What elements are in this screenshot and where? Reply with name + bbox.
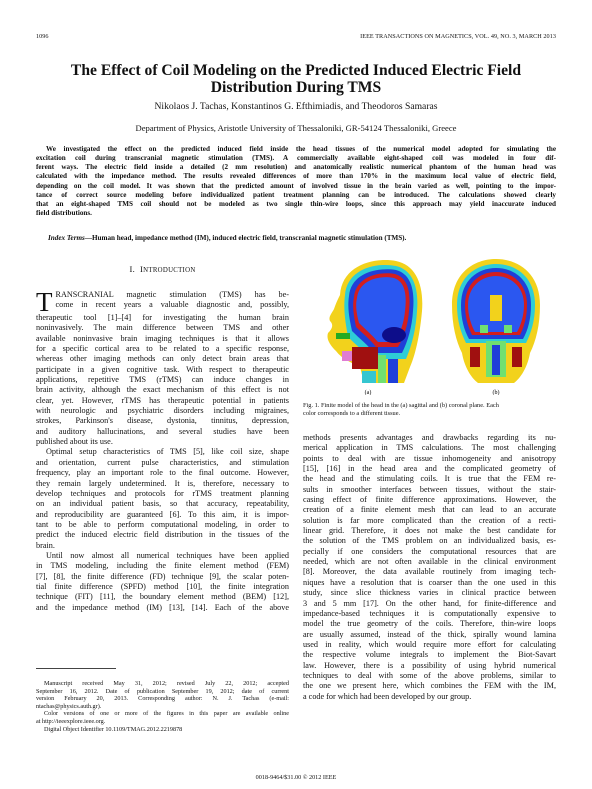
- paper-title: [40, 62, 552, 96]
- left-column: [36, 287, 289, 613]
- body-line: Until now almost all numerical techniques have been applied: [46, 550, 289, 560]
- footnote-line: September 16, 2012. Date of publication September 19, 2012; date of current: [36, 687, 289, 695]
- index-terms: [48, 234, 558, 242]
- body-line: points to deal with are tissue inhomogeneity and anisotropy: [303, 453, 556, 463]
- body-line: techniques to deal with some of the above problems, similar to: [303, 670, 556, 680]
- journal-header: IEEE TRANSACTIONS ON MAGNETICS, VOL. 49, NO. 3, MARCH 2013: [360, 33, 556, 40]
- body-line: come in recent years a valuable diagnostic and, possibly,: [55, 300, 289, 310]
- dropcap: T: [36, 287, 53, 317]
- footnote-line: version February 20, 2013. Corresponding author: N. J. Tachas (e-mail:: [36, 695, 289, 703]
- abstract-line: calculated with the impedance method. The results revealed differences of more than 170% in the maximum local value of electric field,: [36, 172, 556, 181]
- body-line: are usually assumed, instead of the thick, spirally wound lamina: [303, 629, 556, 639]
- section-heading: [36, 264, 289, 274]
- section-numeral: I.: [129, 264, 136, 274]
- body-line: for a specific cortical area to be related to a specific response,: [36, 344, 289, 354]
- body-line: brain.: [36, 540, 55, 550]
- body-line: [7], [8], the finite difference (FD) technique [9], the scalar poten-: [36, 571, 289, 581]
- body-line: and orientation, current pulse characteristics, and stimulation: [36, 457, 289, 467]
- abstract-line: that an eight-shaped TMS coil should not be modeled as two single thin-wire loops, since this approach may yield inaccurate induced: [36, 199, 556, 208]
- body-line: and reproducibility are guaranteed [6]. To this aim, it is impor-: [36, 509, 289, 519]
- body-line: predict the induced electric field distribution in the tissues of the: [36, 530, 289, 540]
- body-line: RANSCRANIAL magnetic stimulation (TMS) has be-: [55, 290, 289, 299]
- body-line: model the true geometry of the coils. Therefore, thin-wire loops: [303, 619, 556, 629]
- footnote-line: Color versions of one or more of the figures in this paper are available online: [44, 710, 289, 718]
- body-line: [8]. Moreover, the data available routinely from imaging tech-: [303, 567, 556, 577]
- section-name-rest: NTRODUCTION: [143, 267, 196, 274]
- body-line: available noninvasive brain imaging techniques is that it allows: [36, 333, 289, 343]
- title-line: The Effect of Coil Modeling on the Predicted Induced Electric Field: [70, 62, 522, 79]
- body-line: participate in a given cognitive task. With respect to therapeutic: [36, 364, 289, 374]
- body-line: pecially if one considers the computational resources that are: [303, 546, 556, 556]
- body-line: develop techniques and protocols for rTMS treatment planning: [36, 488, 289, 498]
- body-line: the solution of the TMS problem on an individualized basis, es-: [303, 536, 556, 546]
- body-line: used in reality, which would require more effort for calculating: [303, 639, 556, 649]
- index-terms-label: Index Terms: [48, 234, 85, 242]
- body-line: study, since slice thickness varies in clinical practice between: [303, 588, 556, 598]
- abstract-line: field distributions.: [36, 208, 92, 217]
- body-line: therapeutic tool [1]–[4] for investigating the human brain: [36, 313, 289, 322]
- doi: Digital Object Identifier 10.1109/TMAG.2012.2219878: [44, 725, 183, 733]
- body-line: tant to be able to perform computational modeling, in order to: [36, 519, 289, 529]
- footnote-line: at http://ieeexplore.ieee.org.: [36, 717, 106, 725]
- body-line: methods presents advantages and drawbacks regarding its nu-: [303, 433, 556, 442]
- abstract-line: ferent ways. The electric field inside a detailed (2 mm resolution) and anatomically realistic numerical phantom of the human head was: [36, 163, 556, 172]
- body-line: law. However, there is a possibility of using hybrid numerical: [303, 660, 556, 670]
- figure-caption: [303, 402, 556, 418]
- figure-label-a: (a): [364, 390, 372, 395]
- body-line: brain activity, although the exact mechanism of this effect is not: [36, 385, 289, 395]
- body-line: noninvasively. The main difference between TMS and other: [36, 323, 289, 333]
- body-line: the head and the stimulating coils. It is true that the FEM re-: [303, 474, 556, 484]
- abstract-line: excitation coil during transcranial magnetic stimulation (TMS). A commercially available eight-shaped coil was modeled in four dif-: [36, 154, 556, 163]
- body-line: tial finite difference (SPFD) method [10], the finite integration: [36, 581, 289, 591]
- body-line: solution is far more complicated than the creation of a recti-: [303, 515, 556, 525]
- copyright-line: 0018-9464/$31.00 © 2012 IEEE: [255, 774, 337, 781]
- abstract: [36, 145, 556, 218]
- coronal-head-image: [440, 255, 552, 387]
- right-column: [303, 433, 556, 702]
- footnotes: [36, 680, 289, 733]
- page-number: 1096: [36, 33, 49, 40]
- body-line: applications, repetitive TMS (rTMS) can induce changes in: [36, 375, 289, 385]
- body-line: niques have a resolution that is coarser than the one used in this: [303, 577, 556, 587]
- body-line: the respective volume integrals to implement the Biot-Savart: [303, 650, 556, 660]
- abstract-line: depending on the coil model. It was shown that the predicted amount of involved tissue in the brain varied as well, pointing to the impor-: [36, 181, 556, 190]
- body-line: strokes, Parkinson's disease, dystonia, tinnitus, depression,: [36, 416, 289, 426]
- body-line: the one we present here, which combines the FEM with the IM,: [303, 681, 556, 691]
- body-line: casing effect of finite difference approximations. However, the: [303, 495, 556, 505]
- body-line: and auditory hallucinations, and several studies have been: [36, 426, 289, 436]
- body-line: 3 and 5 mm [17]. On the other hand, for finite-difference and: [303, 598, 556, 608]
- sagittal-head-image: [312, 255, 424, 387]
- body-line: creation of a finite element mesh that can lead to an accurate: [303, 505, 556, 515]
- figure-label-b: (b): [492, 390, 500, 395]
- caption-line: color corresponds to a different tissue.: [303, 410, 401, 417]
- section-name-first: I: [139, 264, 144, 274]
- body-line: with neurologic and psychiatric disorders including migraines,: [36, 406, 289, 416]
- body-line: in TMS modeling, including the finite element method (FEM): [36, 561, 289, 571]
- body-line: impedance-based techniques it is computationally expensive to: [303, 608, 556, 618]
- affiliation: Department of Physics, Aristotle University of Thessaloniki, GR-54124 Thessaloniki, Greece: [135, 123, 457, 133]
- body-line: they remain largely undetermined. It is, therefore, necessary to: [36, 478, 289, 488]
- body-line: a code for which had been developed by our group.: [303, 691, 472, 701]
- footnote-line: Manuscript received May 31, 2012; revised July 22, 2012; accepted: [44, 680, 289, 687]
- footnote-rule: [36, 668, 116, 669]
- body-line: merical application in TMS calculations. The most challenging: [303, 443, 556, 453]
- body-line: [15], [16] in the head area and the complicated geometry of: [303, 464, 556, 474]
- body-line: Optimal setup characteristics of TMS [5], like coil size, shape: [46, 447, 289, 457]
- body-line: whereas other imaging methods can only detect brain areas that: [36, 354, 289, 364]
- abstract-line: We investigated the effect on the predicted induced field inside the head tissues of the numerical model adopted for simulating the: [46, 145, 556, 153]
- footnote-line: ntachas@physics.auth.gr).: [36, 702, 102, 710]
- body-line: technique (FIT) [11], the boundary element method (BEM) [12],: [36, 592, 289, 602]
- body-line: clear, yet. However, rTMS has therapeutic potential in patients: [36, 395, 289, 405]
- abstract-line: tance of correct source modeling before individualized patient treatment planning can be introduced. The calculations showed clearly: [36, 190, 556, 199]
- body-line: linear grid. Therefore, it does not make the best candidate for: [303, 526, 556, 536]
- body-line: published about its use.: [36, 437, 113, 447]
- body-line: on an individual patient basis, so that accuracy, repeatability,: [36, 499, 289, 509]
- authors: Nikolaos J. Tachas, Konstantinos G. Efthimiadis, and Theodoros Samaras: [154, 101, 438, 112]
- body-line: and the impedance method (IM) [13], [14]. Each of the above: [36, 602, 289, 612]
- title-line: Distribution During TMS: [210, 79, 382, 96]
- caption-line: Fig. 1. Finite model of the head in the (a) sagittal and (b) coronal plane. Each: [303, 402, 499, 409]
- figure-1-image: [312, 255, 552, 395]
- body-line: frequency, play an important role to the final outcome. However,: [36, 468, 289, 478]
- body-line: needed, which are not often available in the clinical environment: [303, 557, 556, 567]
- figure-1: [312, 255, 552, 395]
- body-line: sults in smoother interfaces between tissues, without the stair-: [303, 484, 556, 494]
- index-terms-text: —Human head, impedance method (IM), induced electric field, transcranial magnetic stimulation (TMS).: [84, 234, 407, 242]
